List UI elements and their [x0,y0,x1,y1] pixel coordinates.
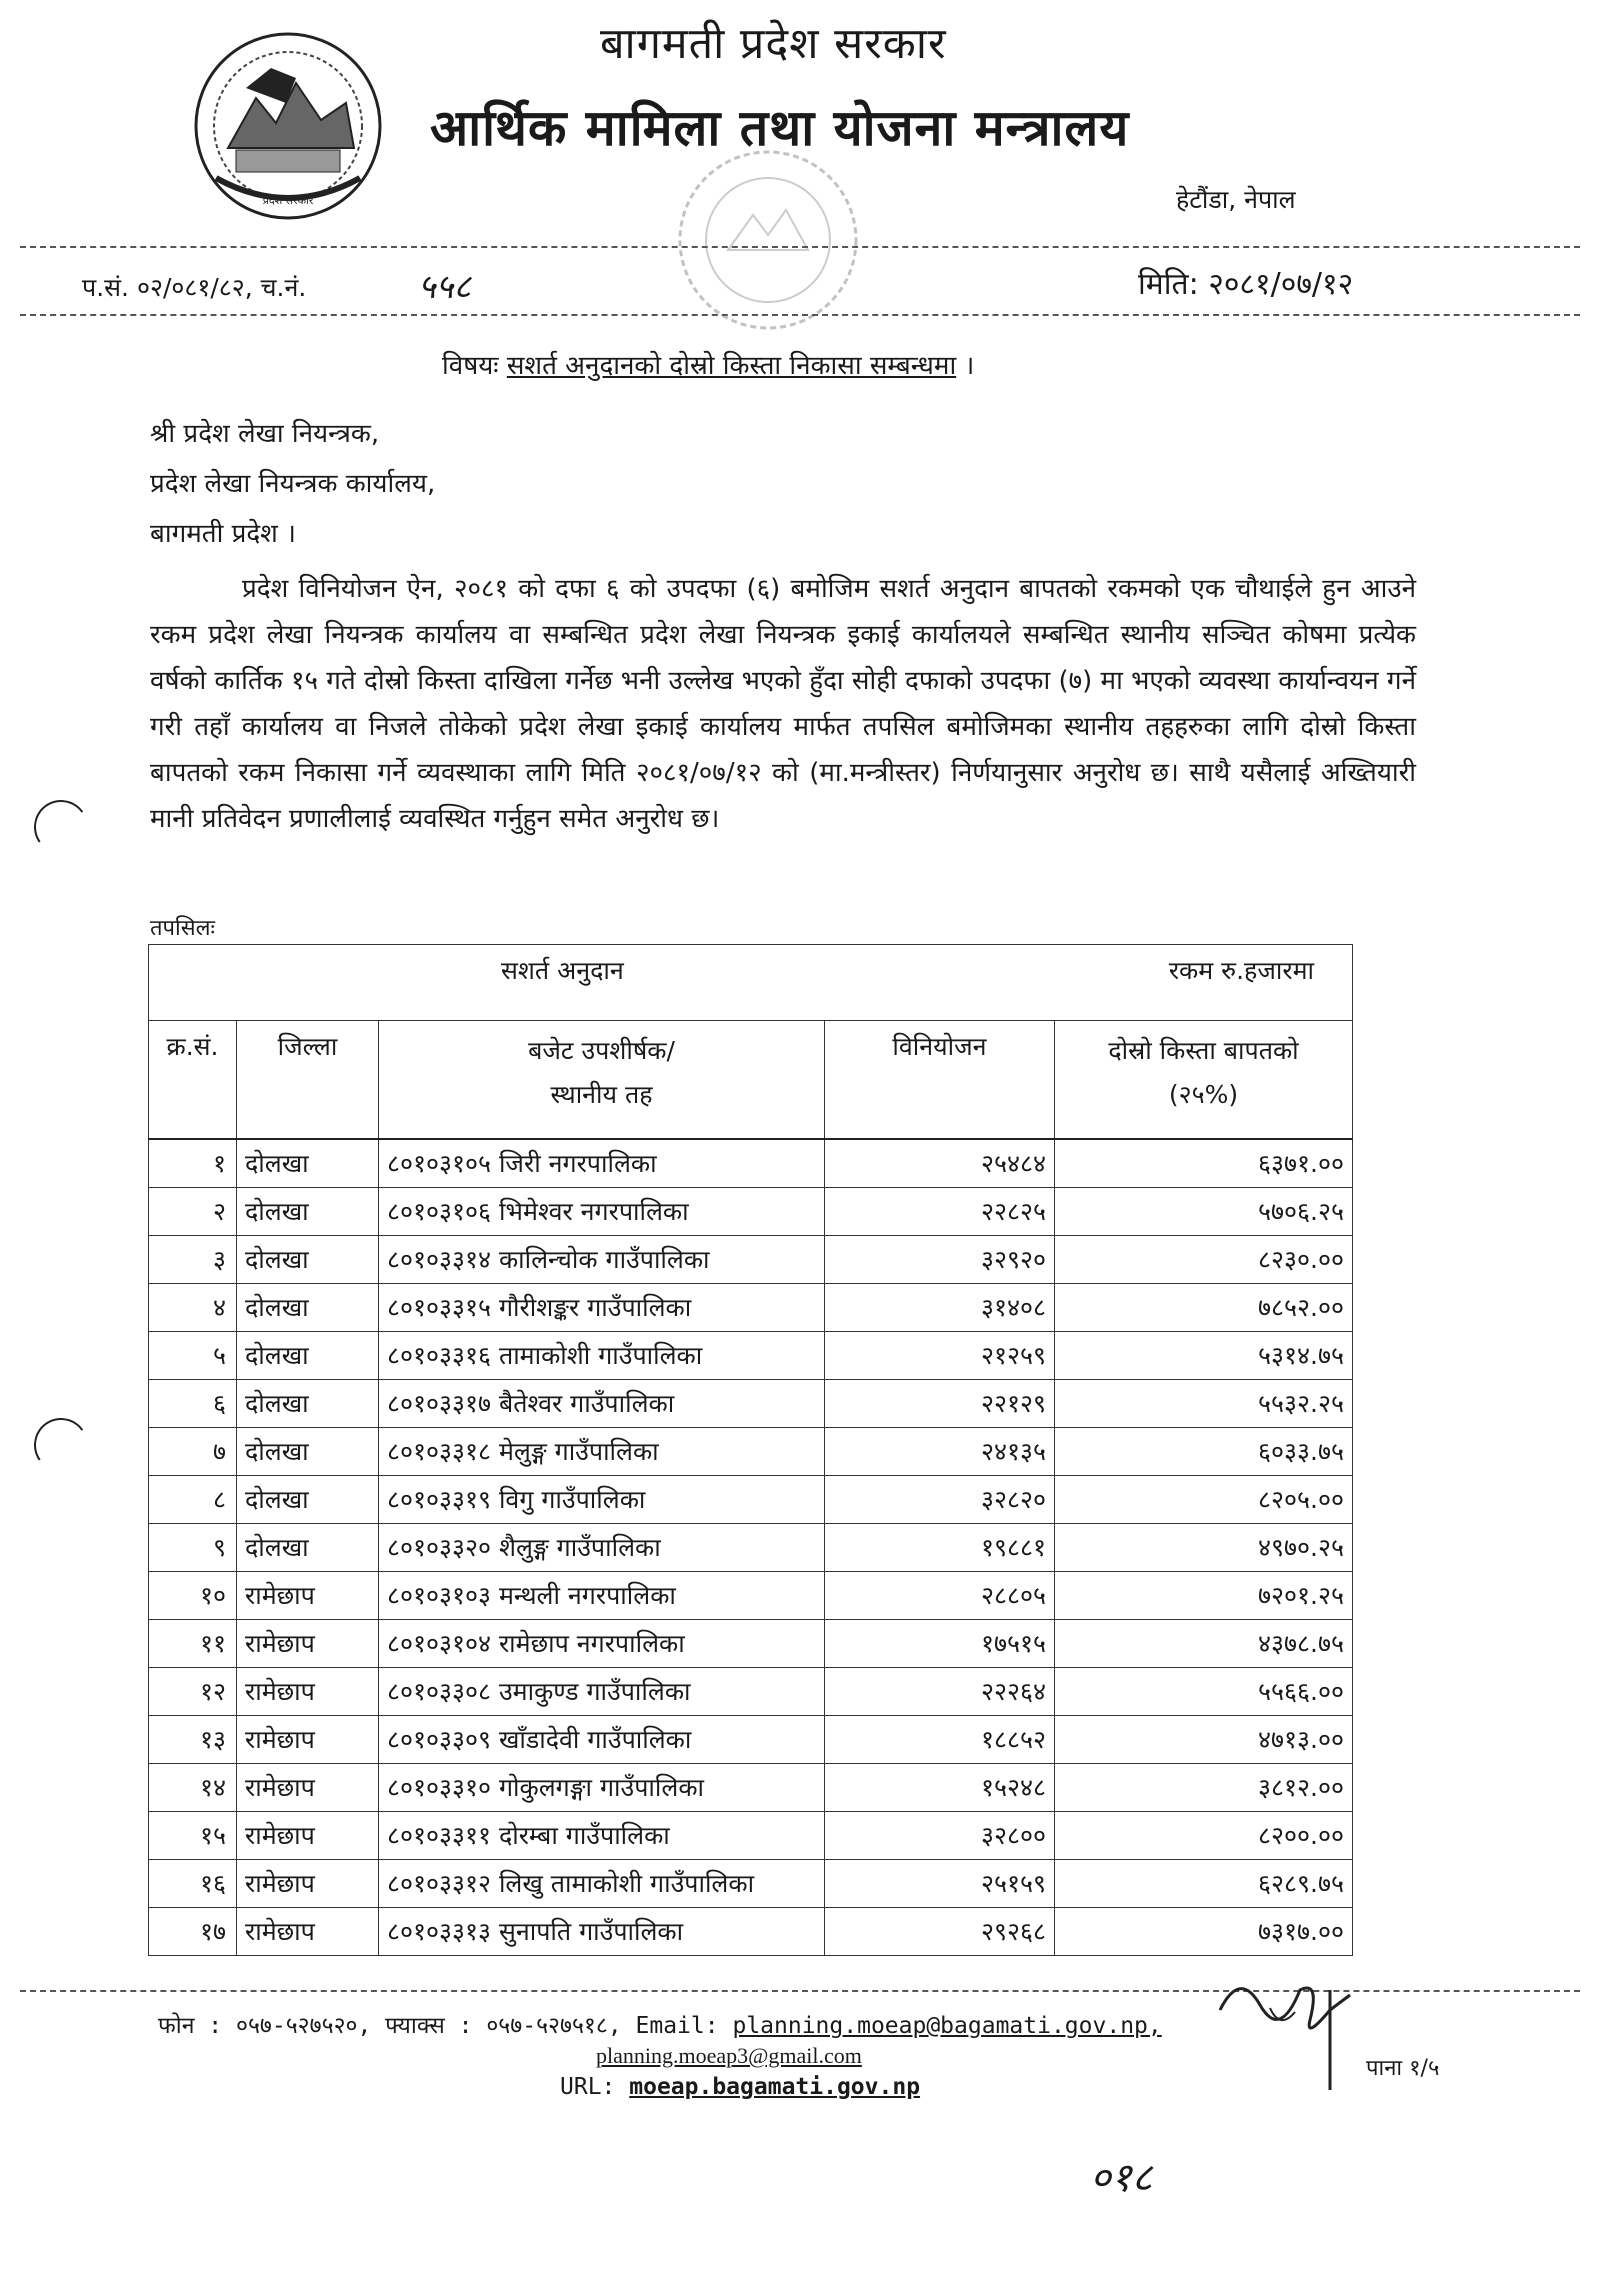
row-sn: १३ [149,1715,237,1763]
row-second-installment: ७२०१.२५ [1055,1571,1353,1619]
header-budget [379,1021,825,1139]
row-budget: ८०१०३३१० गोकुलगङ्गा गाउँपालिका [379,1763,825,1811]
row-sn: १७ [149,1907,237,1955]
row-appropriation: २२१२९ [825,1379,1055,1427]
table-row [149,1283,1353,1331]
table-row [149,1139,1353,1188]
row-sn: २ [149,1187,237,1235]
row-sn: ८ [149,1475,237,1523]
address-line-1: श्री प्रदेश लेखा नियन्त्रक, [150,419,380,449]
footer-email-1[interactable]: planning.moeap@bagamati.gov.np, [732,2013,1162,2039]
row-district: रामेछाप [237,1619,379,1667]
row-appropriation: २२८२५ [825,1187,1055,1235]
row-sn: ४ [149,1283,237,1331]
table-row [149,1667,1353,1715]
row-second-installment: ४७१३.०० [1055,1715,1353,1763]
row-district: रामेछाप [237,1715,379,1763]
table-row [149,1715,1353,1763]
table-row [149,1475,1353,1523]
row-appropriation: २२२६४ [825,1667,1055,1715]
svg-text:प्रदेश सरकार: प्रदेश सरकार [262,194,314,207]
punch-hole-mark [30,796,93,859]
row-appropriation: १५२४८ [825,1763,1055,1811]
row-second-installment: ८२३०.०० [1055,1235,1353,1283]
row-budget: ८०१०३३१५ गौरीशङ्कर गाउँपालिका [379,1283,825,1331]
nepal-emblem-icon [176,28,400,224]
address-line-2: प्रदेश लेखा नियन्त्रक कार्यालय, [150,469,436,499]
row-appropriation: २५४८४ [825,1139,1055,1188]
row-second-installment: ६२८९.७५ [1055,1859,1353,1907]
row-appropriation: २९२६८ [825,1907,1055,1955]
subject-text: सशर्त अनुदानको दोस्रो किस्ता निकासा सम्बन्धमा [506,351,957,381]
table-row [149,1187,1353,1235]
table-title-row [149,945,1353,1021]
table-row [149,1859,1353,1907]
row-appropriation: १९८८१ [825,1523,1055,1571]
row-district: रामेछाप [237,1907,379,1955]
footer-contact [158,2008,1162,2040]
row-second-installment: ७३१७.०० [1055,1907,1353,1955]
handwritten-note: ०१८ [1090,2155,1153,2201]
table-row [149,1331,1353,1379]
row-district: दोलखा [237,1427,379,1475]
row-budget: ८०१०३३०९ खाँडादेवी गाउँपालिका [379,1715,825,1763]
row-district: दोलखा [237,1523,379,1571]
header-sn: क्र.सं. [149,1021,237,1139]
row-budget: ८०१०३३१७ बैतेश्वर गाउँपालिका [379,1379,825,1427]
table-row [149,1619,1353,1667]
row-budget: ८०१०३३११ दोरम्बा गाउँपालिका [379,1811,825,1859]
table-row [149,1379,1353,1427]
page-number: पाना १/५ [1366,2056,1440,2081]
row-second-installment: ८२००.०० [1055,1811,1353,1859]
letter-date: मिति: २०८१/०७/१२ [1138,267,1354,302]
header-budget-line2: स्थानीय तह [550,1080,653,1109]
row-second-installment: ४३७८.७५ [1055,1619,1353,1667]
row-sn: १५ [149,1811,237,1859]
header-second-line1: दोस्रो किस्ता बापतको [1108,1036,1299,1065]
header-second-line2: (२५%) [1168,1080,1239,1109]
row-district: रामेछाप [237,1763,379,1811]
table-row [149,1427,1353,1475]
row-sn: ९ [149,1523,237,1571]
punch-hole-mark [30,1414,93,1477]
row-appropriation: २४१३५ [825,1427,1055,1475]
row-budget: ८०१०३३२० शैलुङ्ग गाउँपालिका [379,1523,825,1571]
row-appropriation: ३२८०० [825,1811,1055,1859]
table-row [149,1523,1353,1571]
row-budget: ८०१०३३१८ मेलुङ्ग गाउँपालिका [379,1427,825,1475]
row-budget: ८०१०३१०३ मन्थली नगरपालिका [379,1571,825,1619]
subject-end: । [964,351,975,381]
table-row [149,1811,1353,1859]
header-district: जिल्ला [237,1021,379,1139]
row-district: दोलखा [237,1283,379,1331]
row-second-installment: ६३७१.०० [1055,1139,1353,1188]
row-appropriation: १७५१५ [825,1619,1055,1667]
row-budget: ८०१०३३१३ सुनापति गाउँपालिका [379,1907,825,1955]
row-sn: ६ [149,1379,237,1427]
table-row [149,1907,1353,1955]
header-budget-line1: बजेट उपशीर्षक/ [528,1036,675,1065]
row-appropriation: २५१५९ [825,1859,1055,1907]
footer-email-2[interactable]: planning.moeap3@gmail.com [596,2043,862,2068]
row-sn: १४ [149,1763,237,1811]
table-row [149,1763,1353,1811]
office-seal-icon [668,140,868,340]
subject-label: विषयः [442,351,499,381]
row-budget: ८०१०३३०८ उमाकुण्ड गाउँपालिका [379,1667,825,1715]
row-district: दोलखा [237,1139,379,1188]
row-appropriation: १८८५२ [825,1715,1055,1763]
row-second-installment: ५५६६.०० [1055,1667,1353,1715]
header-second-installment [1055,1021,1353,1139]
table-header-row [149,1021,1353,1139]
address-line-3: बागमती प्रदेश । [150,519,296,549]
row-budget: ८०१०३३१६ तामाकोशी गाउँपालिका [379,1331,825,1379]
row-district: दोलखा [237,1187,379,1235]
details-label: तपसिलः [150,916,215,941]
row-second-installment: ५५३२.२५ [1055,1379,1353,1427]
row-second-installment: ७८५२.०० [1055,1283,1353,1331]
table-unit: रकम रु.हजारमा [1168,956,1314,985]
reference-label: प.सं. ०२/०८१/८२, च.नं. [82,273,307,302]
footer-url-label: URL: [560,2074,616,2100]
signature-mark [1210,1950,1390,2100]
row-district: रामेछाप [237,1571,379,1619]
row-second-installment: ३८१२.०० [1055,1763,1353,1811]
row-budget: ८०१०३३१९ विगु गाउँपालिका [379,1475,825,1523]
row-budget: ८०१०३३१२ लिखु तामाकोशी गाउँपालिका [379,1859,825,1907]
table-row [149,1235,1353,1283]
row-appropriation: २८८०५ [825,1571,1055,1619]
row-sn: १२ [149,1667,237,1715]
row-sn: १० [149,1571,237,1619]
row-second-installment: ५७०६.२५ [1055,1187,1353,1235]
footer-url-line [560,2074,920,2100]
row-sn: १६ [149,1859,237,1907]
row-second-installment: ८२०५.०० [1055,1475,1353,1523]
row-district: रामेछाप [237,1859,379,1907]
reference-divider [20,314,1580,316]
grant-table [148,944,1353,1956]
place-text: हेटौंडा, नेपाल [1176,185,1296,214]
table-title: सशर्त अनुदान [501,956,624,985]
row-appropriation: २१२५९ [825,1331,1055,1379]
row-budget: ८०१०३१०४ रामेछाप नगरपालिका [379,1619,825,1667]
row-sn: १ [149,1139,237,1188]
row-appropriation: ३१४०८ [825,1283,1055,1331]
header-divider [20,246,1580,248]
ministry-title: आर्थिक मामिला तथा योजना मन्त्रालय [430,99,1130,157]
letter-body [150,566,1416,842]
row-budget: ८०१०३१०६ भिमेश्वर नगरपालिका [379,1187,825,1235]
row-district: दोलखा [237,1331,379,1379]
row-sn: ७ [149,1427,237,1475]
footer-phone: फोन : ०५७-५२७५२०, फ्याक्स : ०५७-५२७५१८, Email: [158,2013,719,2039]
table-body [149,1139,1353,1956]
body-paragraph: प्रदेश विनियोजन ऐन, २०८१ को दफा ६ को उपदफा (६) बमोजिम सशर्त अनुदान बापतको रकमको एक चौथाईले हुन आउने रकम प्रदेश लेखा नियन्त्रक कार्यालय वा सम्बन्धित प्रदेश लेखा नियन्त्रक इकाई कार्यालयले सम्बन्धित स्थानीय सञ्चित कोषमा प्रत्येक वर्षको कार्तिक १५ गते दोस्रो किस्ता दाखिला गर्नेछ भनी उल्लेख भएको हुँदा सोही दफाको उपदफा (७) मा भएको व्यवस्था कार्यान्वयन गर्ने गरी तहाँ कार्यालय वा निजले तोकेको प्रदेश लेखा इकाई कार्यालय मार्फत तपसिल बमोजिमका स्थानीय तहहरुका लागि दोस्रो किस्ता बापतको रकम निकासा गर्ने व्यवस्थाका लागि मिति २०८१/०७/१२ को (मा.मन्त्रीस्तर) निर्णयानुसार अनुरोध छ। साथै यसैलाई अख्तियारी मानी प्रतिवेदन प्रणालीलाई व्यवस्थित गर्नुहुन समेत अनुरोध छ। [150,574,1416,834]
row-district: रामेछाप [237,1667,379,1715]
row-district: दोलखा [237,1475,379,1523]
row-district: दोलखा [237,1379,379,1427]
header-appropriation: विनियोजन [825,1021,1055,1139]
row-second-installment: ६०३३.७५ [1055,1427,1353,1475]
footer-url[interactable]: moeap.bagamati.gov.np [629,2074,921,2100]
row-sn: ३ [149,1235,237,1283]
row-second-installment: ५३१४.७५ [1055,1331,1353,1379]
row-district: दोलखा [237,1235,379,1283]
row-district: रामेछाप [237,1811,379,1859]
row-budget: ८०१०३३१४ कालिन्चोक गाउँपालिका [379,1235,825,1283]
row-second-installment: ४९७०.२५ [1055,1523,1353,1571]
reference-number: ५५८ [418,267,472,307]
table-row [149,1571,1353,1619]
row-appropriation: ३२८२० [825,1475,1055,1523]
government-title: बागमती प्रदेश सरकार [600,19,947,69]
row-sn: ११ [149,1619,237,1667]
row-appropriation: ३२९२० [825,1235,1055,1283]
row-sn: ५ [149,1331,237,1379]
row-budget: ८०१०३१०५ जिरी नगरपालिका [379,1139,825,1188]
subject-line [442,346,974,382]
